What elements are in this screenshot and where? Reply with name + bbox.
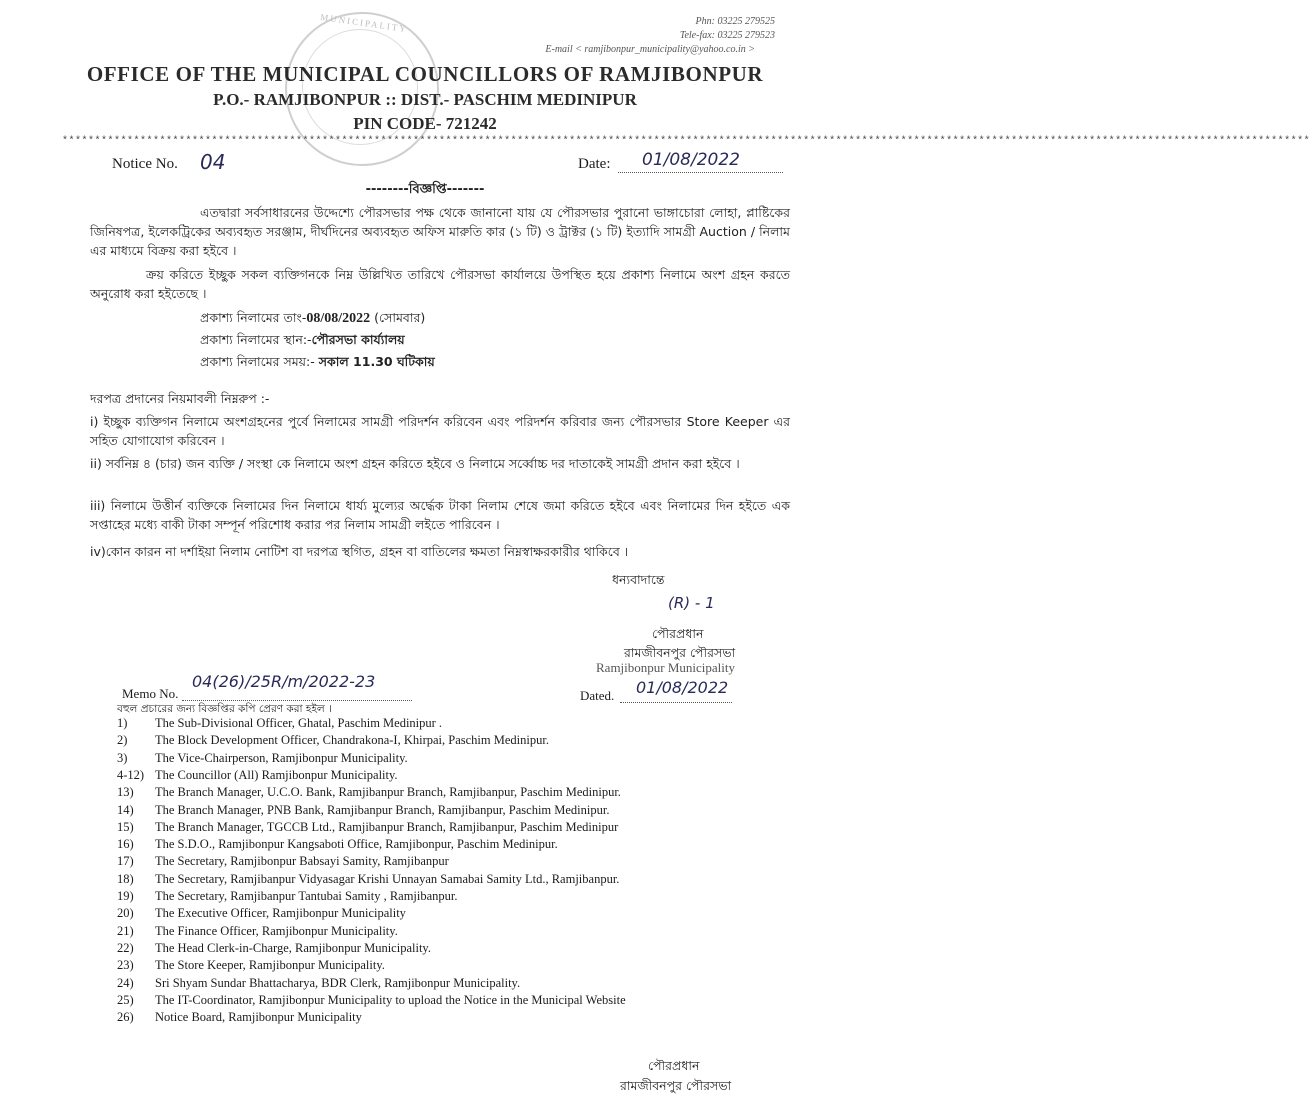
- recipient-text: The Executive Officer, Ramjibonpur Municipality: [155, 906, 406, 921]
- recipient-text: The IT-Coordinator, Ramjibonpur Municipality to upload the Notice in the Municipal Website: [155, 992, 626, 1007]
- recipient-item: [117, 872, 619, 887]
- recipient-number: 19): [117, 889, 134, 903]
- office-title: OFFICE OF THE MUNICIPAL COUNCILLORS OF RAMJIBONPUR: [86, 62, 764, 86]
- email-address: E-mail < ramjibonpur_municipality@yahoo.co.in >: [545, 44, 755, 55]
- recipient-item: [117, 1010, 362, 1025]
- recipient-item: [117, 906, 406, 921]
- recipient-item: [117, 837, 558, 852]
- recipient-text: The Block Development Officer, Chandrakona-I, Khirpai, Paschim Medinipur.: [155, 733, 549, 748]
- rule-item-2: ii) সর্বনিম্ন ৪ (চার) জন ব্যক্তি / সংস্থা কে নিলামে অংশ গ্রহন করিতে হইবে ও নিলামে সর্ব্বোচ্চ দর দাতাকেই সামগ্রী প্রদান করা হইবে ।: [90, 456, 740, 471]
- memo-label: Memo No.: [122, 686, 179, 701]
- recipient-number: 24): [117, 975, 134, 990]
- auction-time-value: সকাল 11.30 ঘটিকায়: [318, 354, 435, 369]
- recipient-text: The Sub-Divisional Officer, Ghatal, Paschim Medinipur .: [155, 716, 443, 730]
- recipient-item: [117, 924, 398, 939]
- signatory-office: রামজীবনপুর পৌরসভা: [624, 645, 736, 660]
- recipient-item: [117, 751, 408, 766]
- telefax-number: Tele-fax: 03225 279523: [679, 30, 775, 41]
- memo-dated-label: Dated.: [580, 688, 615, 703]
- auction-date-row: [200, 310, 425, 330]
- phone-number: Phn: 03225 279525: [695, 16, 775, 27]
- auction-time-label: প্রকাশ্য নিলামের সময়:-: [200, 354, 315, 369]
- signatory-office-english: Ramjibonpur Municipality: [596, 660, 736, 675]
- recipient-number: 26): [117, 1010, 134, 1025]
- auction-place-label: প্রকাশ্য নিলামের স্থান:-: [200, 332, 312, 347]
- recipient-text: The Store Keeper, Ramjibonpur Municipality.: [155, 958, 385, 973]
- recipient-item: [117, 854, 449, 869]
- recipient-number: 23): [117, 958, 134, 973]
- recipient-number: 21): [117, 923, 134, 938]
- date-label: Date:: [578, 156, 611, 172]
- recipient-text: The Branch Manager, TGCCB Ltd., Ramjibanpur Branch, Ramjibanpur, Paschim Medinipur: [155, 819, 619, 834]
- recipient-number: 25): [117, 992, 134, 1007]
- seal-stamp-text: MUNICIPALITY: [319, 11, 409, 35]
- recipient-text: The Branch Manager, PNB Bank, Ramjibanpur Branch, Ramjibanpur, Paschim Medinipur.: [155, 802, 610, 817]
- footer-signatory-title: পৌরপ্রধান: [648, 1058, 700, 1073]
- recipient-text: The Councillor (All) Ramjibonpur Municipality.: [155, 767, 398, 782]
- recipient-text: The Head Clerk-in-Charge, Ramjibonpur Municipality.: [155, 940, 431, 955]
- recipient-item: [117, 941, 431, 956]
- recipient-number: 22): [117, 940, 134, 955]
- notice-number-label: Notice No.: [112, 156, 178, 172]
- recipient-item: [117, 820, 618, 835]
- recipient-text: The Finance Officer, Ramjibonpur Municipality.: [155, 923, 398, 938]
- date-underline: [618, 172, 783, 173]
- signature: (R) - 1: [668, 594, 715, 612]
- memo-underline: [182, 700, 412, 701]
- rule-item-4: iv)কোন কারন না দর্শাইয়া নিলাম নোটিশ বা দরপত্র স্থগিত, গ্রহন বা বাতিলের ক্ষমতা নিম্নস্বাক্ষরকারীর থাকিবে ।: [90, 544, 629, 559]
- footer-signatory-office: রামজীবনপুর পৌরসভা: [620, 1078, 732, 1093]
- recipient-item: [117, 716, 442, 731]
- notice-paragraph-2: ক্রয় করিতে ইচ্ছুক সকল ব্যক্তিগনকে নিম্ন উল্লিখিত তারিখে পৌরসভা কার্যালয়ে উপস্থিত হয়ে প্রকাশ্য নিলামে অংশ গ্রহন করতে অনুরোধ করা হইতেছে ।: [90, 267, 790, 301]
- memo-number-value: 04(26)/25R/m/2022-23: [192, 672, 376, 691]
- recipient-item: [117, 733, 549, 748]
- recipient-number: 3): [117, 750, 128, 765]
- thanks-text: ধন্যবাদান্তে: [612, 572, 665, 587]
- notice-heading: --------বিজ্ঞপ্তি-------: [365, 182, 485, 197]
- separator-stars: ************************************************************************************************************************************************************************************************: [62, 136, 1310, 147]
- recipient-number: 17): [117, 854, 134, 869]
- recipient-number: 14): [117, 802, 134, 817]
- recipient-text: The Secretary, Ramjibanpur Tantubai Samity , Ramjibanpur.: [155, 889, 458, 903]
- notice-number-value: 04: [200, 150, 226, 174]
- recipient-item: [117, 768, 398, 783]
- pin-code: PIN CODE- 721242: [353, 114, 497, 133]
- recipient-text: The S.D.O., Ramjibonpur Kangsaboti Office, Ramjibonpur, Paschim Medinipur.: [155, 837, 558, 852]
- recipient-number: 1): [117, 716, 128, 730]
- recipient-number: 13): [117, 785, 134, 800]
- office-address: P.O.- RAMJIBONPUR :: DIST.- PASCHIM MEDINIPUR: [213, 90, 637, 109]
- date-value: 01/08/2022: [642, 150, 740, 170]
- auction-time-row: [200, 354, 435, 374]
- recipient-item: [117, 785, 621, 800]
- recipient-text: The Secretary, Ramjibonpur Babsayi Samity, Ramjibanpur: [155, 854, 449, 869]
- copy-note: বহুল প্রচারের জন্য বিজ্ঞপ্তির কপি প্রেরণ করা হইল ।: [117, 703, 332, 715]
- recipient-number: 18): [117, 871, 134, 886]
- rule-item-1: i) ইচ্ছুক ব্যক্তিগন নিলামে অংশগ্রহনের পুর্বে নিলামের সামগ্রী পরিদর্শন করিবেন এবং পরিদর্শন করিবার জন্য পৌরসভার Store Keeper এর সহিত যোগাযোগ করিবেন ।: [90, 414, 790, 448]
- recipient-text: Sri Shyam Sundar Bhattacharya, BDR Clerk, Ramjibonpur Municipality.: [155, 975, 521, 990]
- recipient-item: [117, 993, 626, 1008]
- recipient-text: The Branch Manager, U.C.O. Bank, Ramjibanpur Branch, Ramjibanpur, Paschim Medinipur.: [155, 785, 621, 800]
- auction-place-row: [200, 332, 405, 352]
- recipient-item: [117, 958, 385, 973]
- recipient-text: The Secretary, Ramjibanpur Vidyasagar Krishi Unnayan Samabai Samity Ltd., Ramjibanpur.: [155, 871, 620, 886]
- memo-dated-underline: [620, 702, 732, 703]
- auction-date-label: প্রকাশ্য নিলামের তাং-: [200, 310, 307, 325]
- auction-date-day: (সোমবার): [374, 310, 426, 325]
- recipient-number: 2): [117, 733, 128, 748]
- rule-item-3: iii) নিলামে উত্তীর্ন ব্যক্তিকে নিলামের দিন নিলামে ধার্য্য মুল্যের অর্দ্ধেক টাকা নিলাম শেষে জমা করিতে হইবে এবং নিলামের দিন হইতে এক সপ্তাহের মধ্যে বাকী টাকা সম্পূর্ন পরিশোধ করার পর নিলাম সামগ্রী লইতে পারিবেন ।: [90, 498, 790, 532]
- recipient-number: 20): [117, 906, 134, 921]
- recipient-number: 4-12): [117, 767, 145, 782]
- auction-date-value: 08/08/2022: [306, 311, 371, 326]
- recipient-item: [117, 803, 609, 818]
- signatory-title: পৌরপ্রধান: [652, 626, 704, 641]
- recipient-item: [117, 889, 458, 904]
- notice-paragraph-1: এতদ্বারা সর্বসাধারনের উদ্দেশ্যে পৌরসভার পক্ষ থেকে জানানো যায় যে পৌরসভার পুরানো ভাঙ্গাচোরা লোহা, প্লাষ্টিকের জিনিষপত্র, ইলেকট্রিকের অব্যবহৃত সরঞ্জাম, দীর্ঘদিনের অব্যবহৃত অফিস মারুতি কার (১ টি) ও ট্রাক্টর (১ টি) ইত্যাদি সামগ্রী Auction / নিলাম এর মাধ্যমে বিক্রয় করা হইবে ।: [90, 205, 790, 258]
- memo-dated-value: 01/08/2022: [636, 678, 729, 697]
- recipient-number: 15): [117, 819, 134, 834]
- rules-heading: দরপত্র প্রদানের নিয়মাবলী নিম্নরুপ :-: [90, 391, 270, 406]
- recipient-text: Notice Board, Ramjibonpur Municipality: [155, 1010, 362, 1025]
- auction-place-value: পৌরসভা কার্য্যালয়: [311, 332, 405, 347]
- recipient-number: 16): [117, 837, 134, 852]
- recipient-text: The Vice-Chairperson, Ramjibonpur Municipality.: [155, 750, 408, 765]
- recipient-item: [117, 976, 520, 991]
